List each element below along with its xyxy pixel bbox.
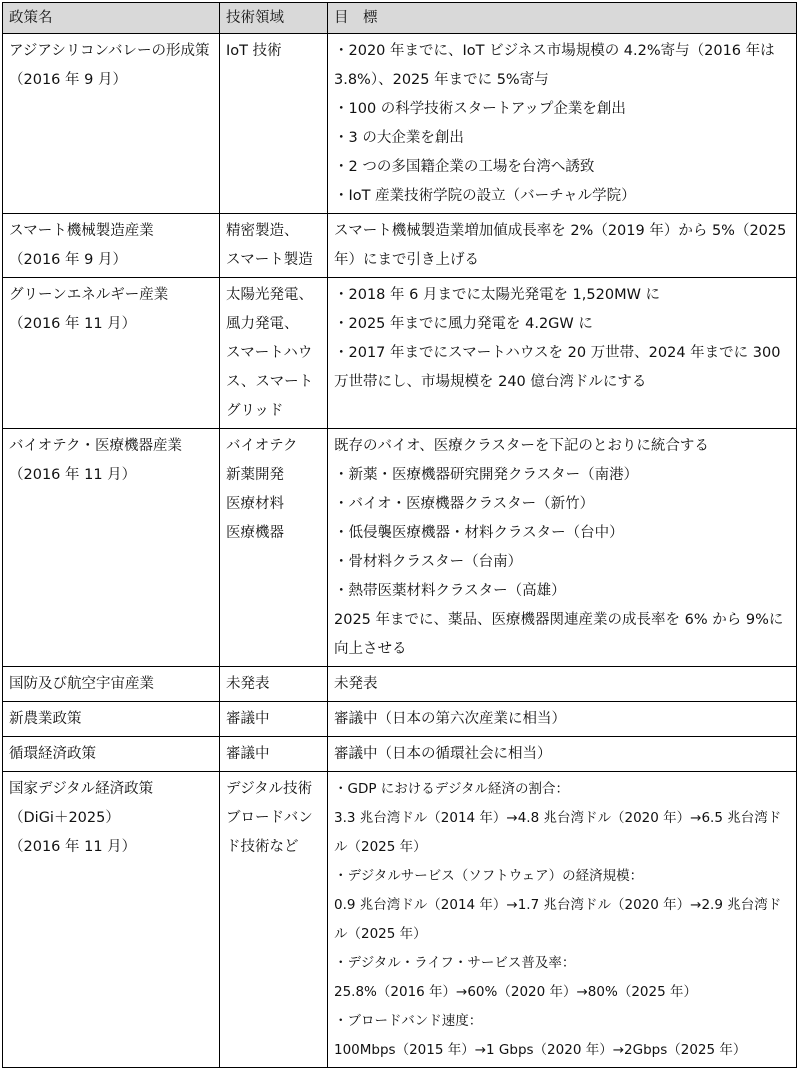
tech-area-line: 医療機器: [226, 525, 284, 541]
policy-name-line: （2016 年 11 月）: [9, 467, 137, 483]
goal-cell: [328, 429, 797, 667]
tech-area-line: バイオテク: [226, 438, 298, 454]
goal-line: ・デジタルサービス（ソフトウェア）の経済規模：: [334, 868, 644, 884]
policy-name-line: 国防及び航空宇宙産業: [9, 676, 154, 692]
policy-name-line: 国家デジタル経済政策: [9, 781, 154, 797]
goal-line: ・GDP におけるデジタル経済の割合：: [334, 781, 569, 797]
goal-cell: [328, 772, 797, 1068]
policy-name-line: グリーンエネルギー産業: [9, 287, 169, 303]
tech-area-line: 風力発電、: [226, 316, 299, 332]
goal-line: ・バイオ・医療機器クラスター（新竹）: [334, 496, 595, 512]
table-row: [3, 702, 797, 737]
goal-line: ・ブロードバンド速度：: [334, 1013, 483, 1029]
policy-name-line: 循環経済政策: [9, 746, 96, 762]
header-goal: 目 標: [328, 3, 797, 34]
goal-cell: [328, 667, 797, 702]
tech-area-line: 審議中: [226, 711, 270, 727]
goal-line: ・IoT 産業技術学院の設立（バーチャル学院）: [334, 188, 636, 204]
policy-name-cell: [3, 737, 220, 772]
header-tech-area: 技術領域: [220, 3, 328, 34]
tech-area-line: 未発表: [226, 676, 270, 692]
goal-cell: [328, 737, 797, 772]
tech-area-cell: [220, 667, 328, 702]
policy-name-line: （2016 年 11 月）: [9, 316, 137, 332]
policy-name-line: スマート機械製造産業: [9, 223, 154, 239]
policy-name-line: 新農業政策: [9, 711, 82, 727]
tech-area-line: 医療材料: [226, 496, 284, 512]
tech-area-cell: [220, 214, 328, 278]
tech-area-line: デジタル技術: [226, 781, 313, 797]
table-body: [3, 34, 797, 1068]
policy-name-cell: [3, 667, 220, 702]
policy-name-cell: [3, 214, 220, 278]
policy-name-cell: [3, 702, 220, 737]
policy-name-line: （DiGi＋2025）: [9, 810, 120, 826]
table-row: [3, 772, 797, 1068]
policy-name-cell: [3, 278, 220, 429]
goal-line: ・新薬・医療機器研究開発クラスター（南港）: [334, 467, 639, 483]
policy-name-line: （2016 年 9 月）: [9, 252, 127, 268]
goal-line: 未発表: [334, 676, 378, 692]
policy-name-line: バイオテク・医療機器産業: [9, 438, 182, 454]
header-row: [3, 3, 797, 34]
goal-line: 100Mbps（2015 年）→1 Gbps（2020 年）→2Gbps（2025 年）: [334, 1042, 747, 1058]
table-row: [3, 667, 797, 702]
tech-area-cell: [220, 278, 328, 429]
tech-area-cell: [220, 34, 328, 214]
goal-line: 既存のバイオ、医療クラスターを下記のとおりに統合する: [334, 438, 709, 454]
table-row: [3, 429, 797, 667]
policy-name-line: （2016 年 9 月）: [9, 72, 127, 88]
goal-line: ・骨材料クラスター（台南）: [334, 554, 523, 570]
tech-area-line: 審議中: [226, 746, 270, 762]
goal-line: 25.8%（2016 年）→60%（2020 年）→80%（2025 年）: [334, 984, 697, 1000]
goal-line: 0.9 兆台湾ドル（2014 年）→1.7 兆台湾ドル（2020 年）→2.9 兆台湾ドル（2025 年）: [334, 897, 782, 942]
tech-area-line: 精密製造、: [226, 223, 299, 239]
tech-area-line: スマートハウス、スマートグリッド: [226, 345, 314, 419]
policy-name-line: （2016 年 11 月）: [9, 839, 137, 855]
goal-line: ・3 の大企業を創出: [334, 130, 464, 146]
goal-line: ・2 つの多国籍企業の工場を台湾へ誘致: [334, 159, 595, 175]
goal-line: ・2018 年 6 月までに太陽光発電を 1,520MW に: [334, 287, 661, 303]
header-policy-name: 政策名: [3, 3, 220, 34]
goal-line: スマート機械製造業増加値成長率を 2%（2019 年）から 5%（2025 年）にまで引き上げる: [334, 223, 787, 268]
goal-line: ・2025 年までに風力発電を 4.2GW に: [334, 316, 593, 332]
policy-name-cell: [3, 34, 220, 214]
goal-cell: [328, 34, 797, 214]
tech-area-cell: [220, 737, 328, 772]
goal-line: ・デジタル・ライフ・サービス普及率：: [334, 955, 576, 971]
policy-name-cell: [3, 772, 220, 1068]
table-row: [3, 214, 797, 278]
tech-area-cell: [220, 772, 328, 1068]
tech-area-cell: [220, 429, 328, 667]
goal-line: ・熱帯医薬材料クラスター（高雄）: [334, 583, 566, 599]
tech-area-line: 新薬開発: [226, 467, 284, 483]
policy-table: [2, 2, 797, 1068]
table-row: [3, 34, 797, 214]
goal-line: ・2020 年までに、IoT ビジネス市場規模の 4.2%寄与（2016 年は 3.8%）、2025 年までに 5%寄与: [334, 43, 775, 88]
table-row: [3, 278, 797, 429]
goal-line: 3.3 兆台湾ドル（2014 年）→4.8 兆台湾ドル（2020 年）→6.5 兆台湾ドル（2025 年）: [334, 810, 782, 855]
goal-line: 2025 年までに、薬品、医療機器関連産業の成長率を 6% から 9%に向上させる: [334, 612, 784, 657]
goal-line: ・2017 年までにスマートハウスを 20 万世帯、2024 年までに 300 万世帯にし、市場規模を 240 億台湾ドルにする: [334, 345, 781, 390]
policy-name-cell: [3, 429, 220, 667]
goal-line: 審議中（日本の循環社会に相当）: [334, 746, 552, 762]
goal-line: ・100 の科学技術スタートアップ企業を創出: [334, 101, 626, 117]
goal-cell: [328, 278, 797, 429]
tech-area-line: IoT 技術: [226, 43, 282, 59]
policy-name-line: アジアシリコンバレーの形成策: [9, 43, 210, 59]
tech-area-line: スマート製造: [226, 252, 313, 268]
goal-cell: [328, 214, 797, 278]
tech-area-line: ブロードバンド技術など: [226, 810, 313, 855]
goal-line: 審議中（日本の第六次産業に相当）: [334, 711, 566, 727]
tech-area-cell: [220, 702, 328, 737]
table-row: [3, 737, 797, 772]
goal-line: ・低侵襲医療機器・材料クラスター（台中）: [334, 525, 624, 541]
goal-cell: [328, 702, 797, 737]
tech-area-line: 太陽光発電、: [226, 287, 313, 303]
